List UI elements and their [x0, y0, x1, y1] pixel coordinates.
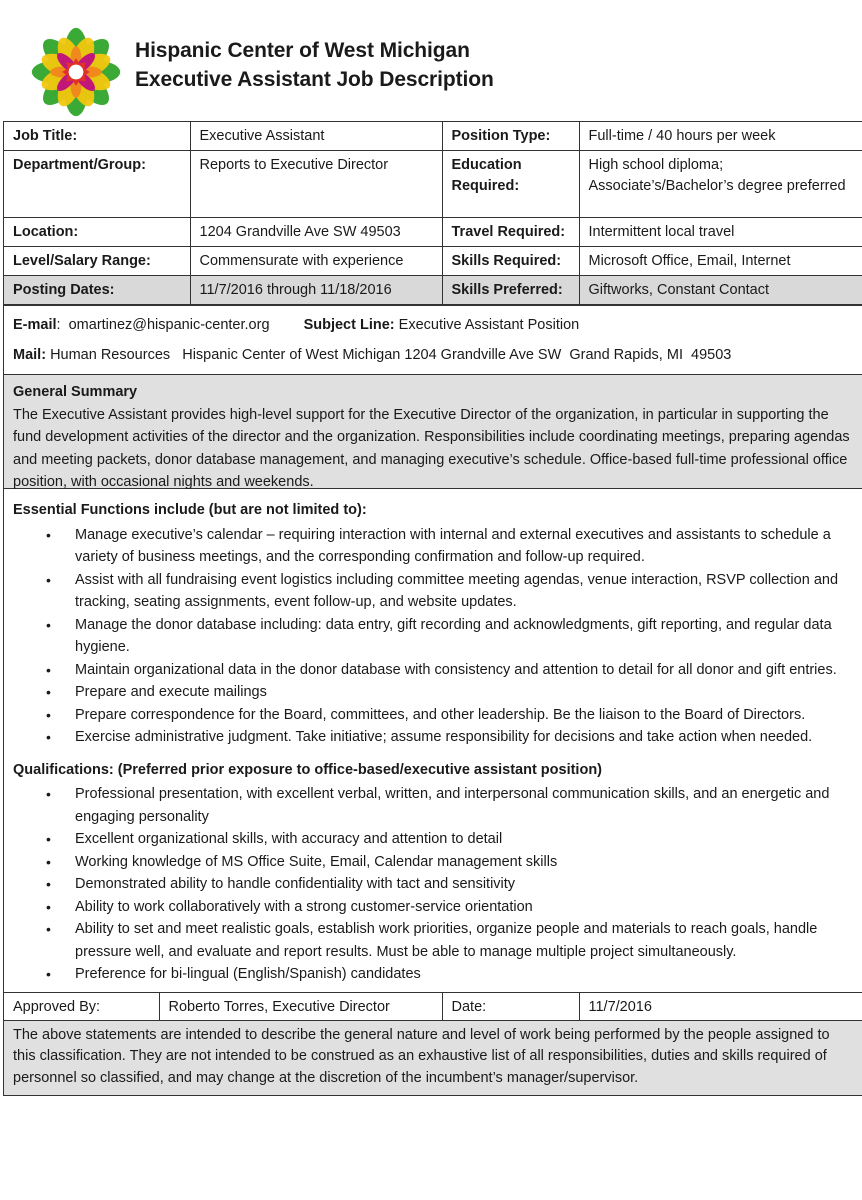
list-item: • Excellent organizational skills, with accuracy and attention to detail [13, 828, 853, 851]
date-value: 11/7/2016 [579, 992, 862, 1020]
list-item: • Preference for bi-lingual (English/Spanish) candidates [13, 963, 853, 986]
list-item: • Demonstrated ability to handle confidentiality with tact and sensitivity [13, 873, 853, 896]
travel-label: Travel Required: [442, 218, 579, 247]
qualifications-heading: Qualifications: (Preferred prior exposure to office-based/executive assistant position) [13, 761, 603, 778]
bullet-icon: • [46, 966, 51, 982]
education-value-line1: High school diploma; [588, 157, 724, 173]
location-label: Location: [4, 218, 190, 247]
skills-preferred-value: Giftworks, Constant Contact [579, 276, 862, 305]
bullet-icon: • [46, 898, 51, 915]
position-type-value: Full-time / 40 hours per week [579, 122, 862, 151]
org-name: Hispanic Center of West Michigan [135, 39, 470, 62]
mail-row [13, 344, 853, 366]
disclaimer-text: The above statements are intended to describe the general nature and level of work being performed by the people assigned to this classification. They are not intended to be construed as an exhaustive list of all responsibilities, duties and skills required of personnel so classified, and may change at the discretion of the incumbent’s manager/supervisor. [13, 1026, 830, 1086]
email-row: E-mail: omartinez@hispanic-center.org Subject Line: Executive Assistant Position [13, 317, 580, 333]
header-titles [135, 36, 494, 94]
bullet-icon: • [46, 921, 51, 937]
department-label: Department/Group: [4, 151, 190, 218]
bullet-icon: • [46, 831, 51, 847]
posting-dates-label: Posting Dates: [4, 276, 190, 305]
list-item: • Prepare correspondence for the Board, committees, and other leadership. Be the liaison to the Board of Directors. [13, 704, 853, 727]
approved-by-value: Roberto Torres, Executive Director [159, 992, 442, 1020]
list-item: • Manage the donor database including: data entry, gift recording and acknowledgments, gift reporting, and regular data hygiene. [13, 614, 853, 659]
list-item: • Professional presentation, with excellent verbal, written, and interpersonal communication skills, and an energetic and engaging personality [13, 783, 853, 828]
location-value: 1204 Grandville Ave SW 49503 [190, 218, 442, 247]
email-value[interactable]: omartinez@hispanic-center.org [68, 317, 270, 333]
education-value-line2: Associate’s/Bachelor’s degree preferred [588, 178, 846, 194]
document-header [0, 0, 862, 122]
essential-functions-heading: Essential Functions include (but are not limited to): [13, 502, 367, 518]
position-type-label: Position Type: [442, 122, 579, 151]
bullet-icon: • [46, 706, 51, 723]
travel-value: Intermittent local travel [579, 218, 862, 247]
mail-label: Mail: [13, 347, 47, 363]
bullet-icon: • [46, 526, 51, 543]
job-title-value: Executive Assistant [190, 122, 442, 151]
department-value: Reports to Executive Director [190, 151, 442, 218]
contact-section [4, 305, 862, 374]
salary-label: Level/Salary Range: [4, 247, 190, 276]
essential-functions-list [13, 524, 853, 749]
skills-required-label: Skills Required: [442, 247, 579, 276]
bullet-icon: • [46, 853, 51, 870]
bullet-icon: • [46, 876, 51, 892]
qualifications-list [13, 783, 853, 986]
bullet-icon: • [46, 684, 51, 700]
list-item: • Ability to work collaboratively with a strong customer-service orientation [13, 896, 853, 919]
bullet-icon: • [46, 729, 51, 745]
salary-value: Commensurate with experience [190, 247, 442, 276]
list-item: • Assist with all fundraising event logistics including committee meeting agendas, venue interaction, RSVP collection and tracking, seating assignments, event follow-up, and website updates. [13, 569, 853, 614]
approval-table [4, 992, 862, 1021]
subject-value: Executive Assistant Position [398, 317, 580, 333]
mail-value: Human Resources Hispanic Center of West Michigan 1204 Grandville Ave SW Grand Rapids, MI 49503 [50, 347, 732, 363]
list-item: • Ability to set and meet realistic goals, establish work priorities, organize people and materials to reach goals, handle pressure well, and evaluate and report results. Must be able to manage multiple project simultaneously. [13, 918, 853, 963]
approved-by-label: Approved By: [4, 992, 159, 1020]
list-item: • Maintain organizational data in the donor database with consistency and attention to detail for all donor and gift entries. [13, 659, 853, 682]
email-label: E-mail [13, 317, 57, 333]
bullet-icon: • [46, 786, 51, 802]
list-item: • Prepare and execute mailings [13, 681, 853, 704]
bullet-icon: • [46, 616, 51, 633]
subject-label: Subject Line: [303, 317, 395, 333]
list-item: • Working knowledge of MS Office Suite, Email, Calendar management skills [13, 851, 853, 874]
general-summary-heading: General Summary [13, 384, 138, 400]
list-item: • Manage executive’s calendar – requiring interaction with internal and external executives and assistants to schedule a variety of business meetings, and the corresponding confirmation and follow-up required. [13, 524, 853, 569]
hispanic-center-logo-icon [30, 26, 122, 118]
list-item: • Exercise administrative judgment. Take initiative; assume responsibility for decisions and take action when needed. [13, 726, 853, 749]
document-title: Executive Assistant Job Description [135, 68, 494, 91]
skills-preferred-label: Skills Preferred: [442, 276, 579, 305]
general-summary-text: The Executive Assistant provides high-level support for the Executive Director of the organization, in particular in supporting the fund development activities of the director and the organization. Responsibilities include coordinating meetings, preparing agendas and meeting packets, donor database management, and managing executive’s schedule. Office-based full-time professional office position, with occasional nights and weekends. [13, 406, 850, 490]
education-label: Education Required: [442, 151, 579, 218]
disclaimer-footer [4, 1021, 862, 1097]
job-description-body [3, 121, 862, 1096]
date-label: Date: [442, 992, 579, 1020]
posting-dates-value: 11/7/2016 through 11/18/2016 [190, 276, 442, 305]
job-info-table [4, 122, 862, 305]
general-summary-section [4, 374, 862, 488]
bullet-icon: • [46, 571, 51, 588]
bullet-icon: • [46, 661, 51, 678]
skills-required-value: Microsoft Office, Email, Internet [579, 247, 862, 276]
essential-functions-section [4, 488, 862, 986]
job-title-label: Job Title: [4, 122, 190, 151]
education-value [579, 151, 862, 218]
